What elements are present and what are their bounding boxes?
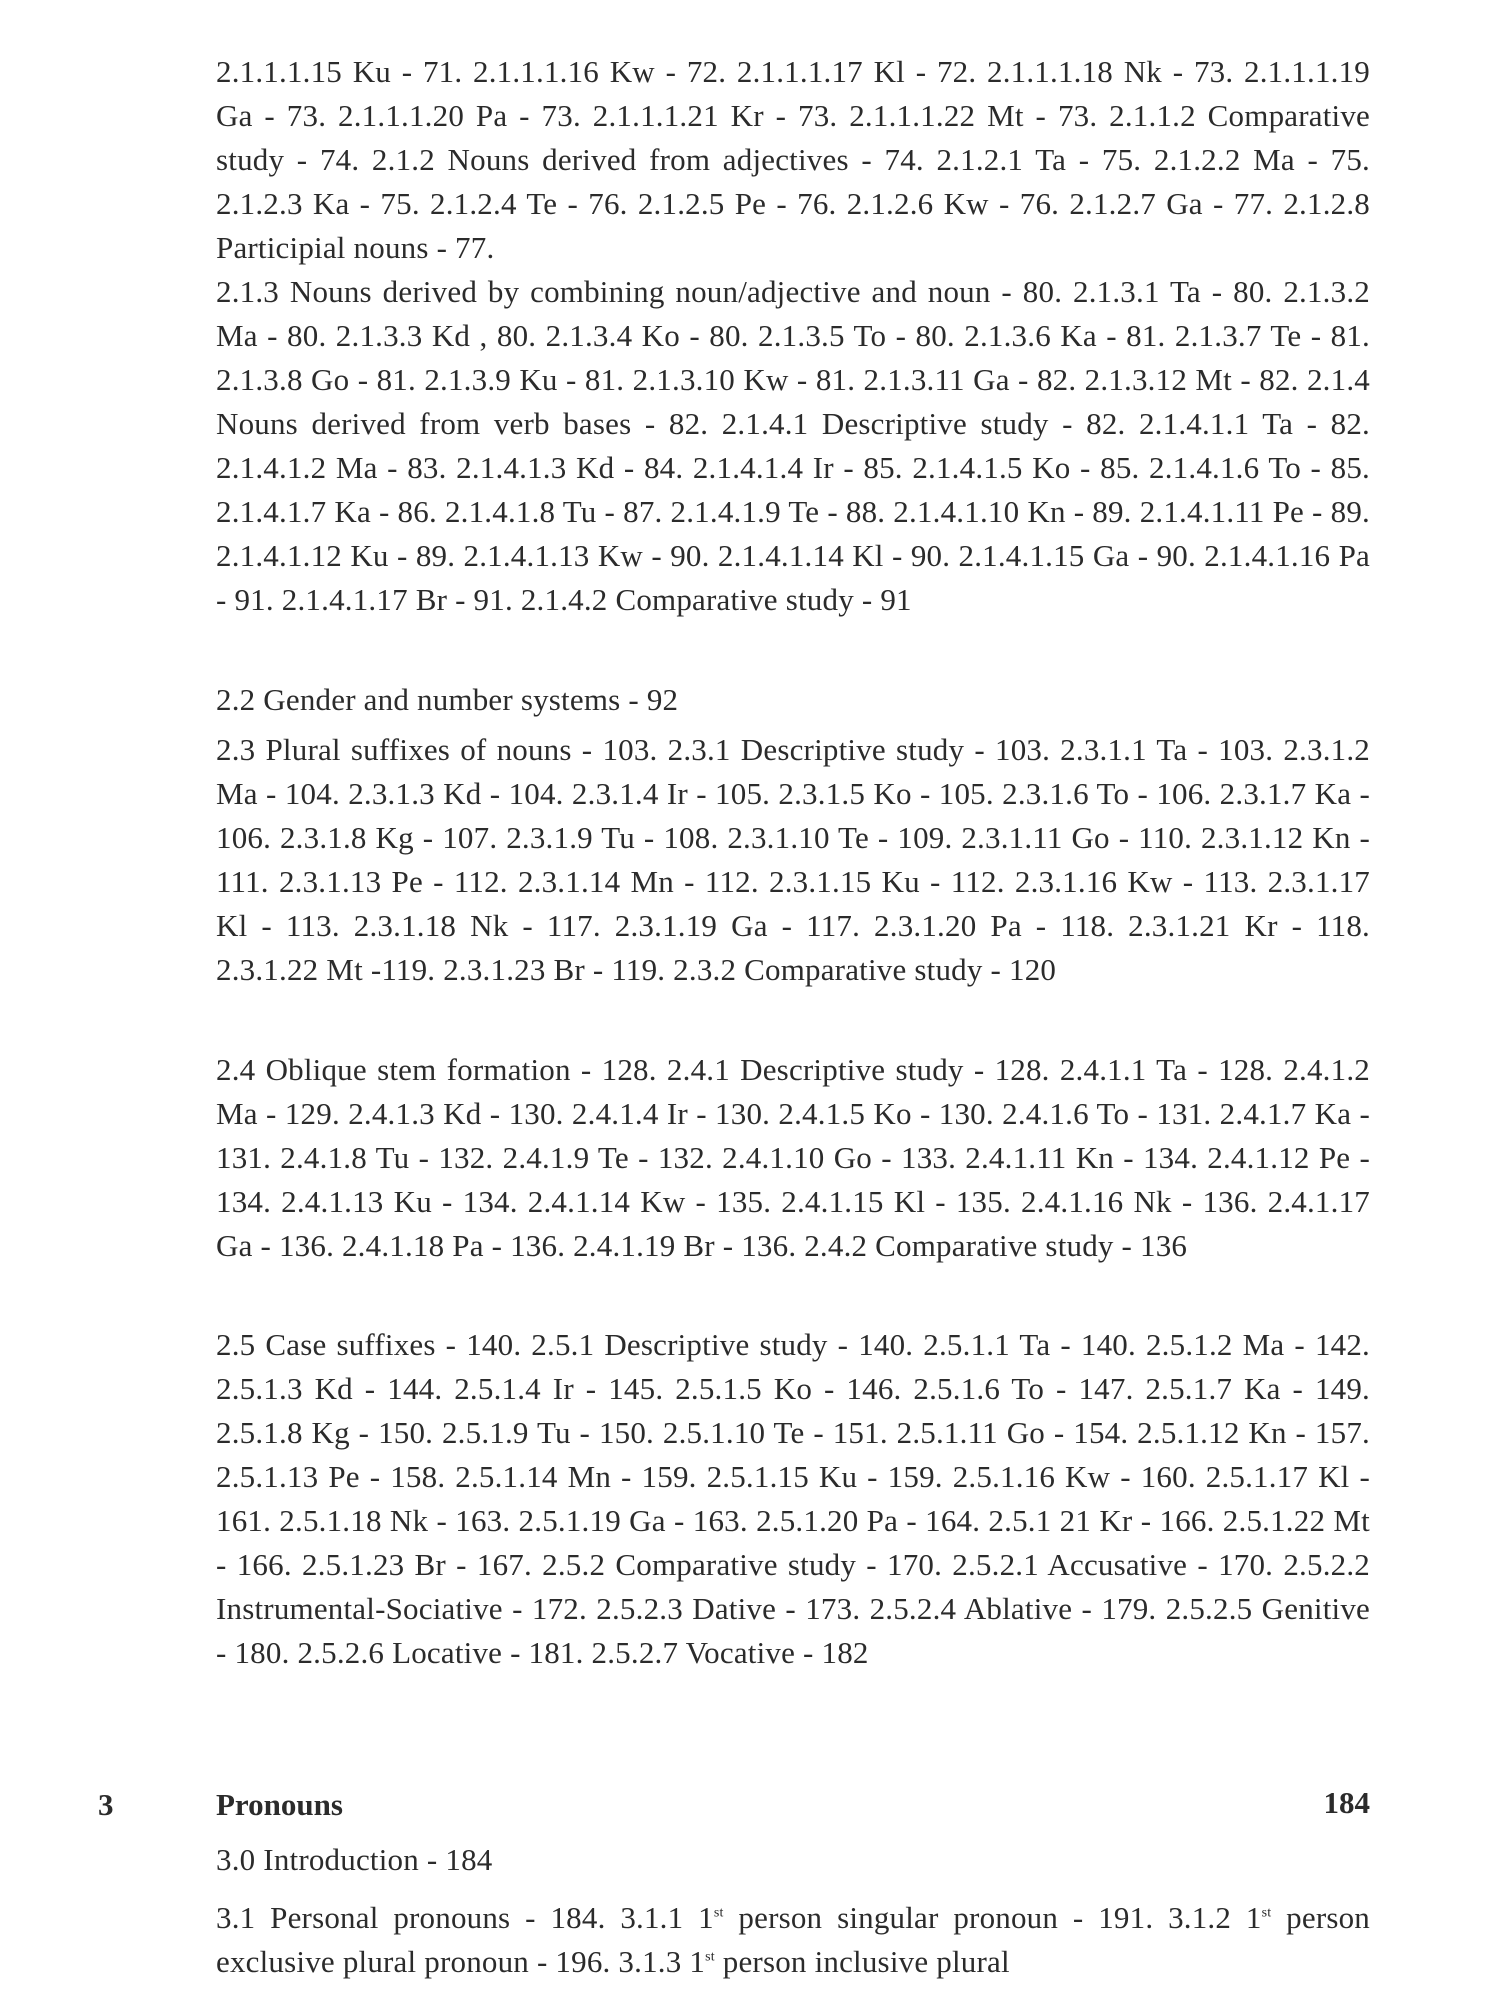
toc-entry-personal-pronouns: 3.1 Personal pronouns - 184. 3.1.1 1st person singular pronoun - 191. 3.1.2 1st person exclusive plural pronoun - 196. 3.1.3 1st person inclusive plural (216, 1900, 1371, 1979)
toc-entry-nouns-derived-adjectives: 2.1.1.1.15 Ku - 71. 2.1.1.1.16 Kw - 72. 2.1.1.1.17 Kl - 72. 2.1.1.1.18 Nk - 73. 2.1.1.1.19 Ga - 73. 2.1.1.1.20 Pa - 73. 2.1.1.1.21 Kr - 73. 2.1.1.1.22 Mt - 73. 2.1.1.2 Comparative study - 74. 2.1.2 Nouns derived from adjectives - 74. 2.1.2.1 Ta - 75. 2.1.2.2 Ma - 75. 2.1.2.3 Ka - 75. 2.1.2.4 Te - 76. 2.1.2.5 Pe - 76. 2.1.2.6 Kw - 76. 2.1.2.7 Ga - 77. 2.1.2.8 Participial nouns - 77. (216, 54, 1370, 265)
toc-entry-plural-suffixes: 2.3 Plural suffixes of nouns - 103. 2.3.1 Descriptive study - 103. 2.3.1.1 Ta - 103. 2.3.1.2 Ma - 104. 2.3.1.3 Kd - 104. 2.3.1.4 Ir - 105. 2.3.1.5 Ko - 105. 2.3.1.6 To - 106. 2.3.1.7 Ka - 106. 2.3.1.8 Kg - 107. 2.3.1.9 Tu - 108. 2.3.1.10 Te - 109. 2.3.1.11 Go - 110. 2.3.1.12 Kn - 111. 2.3.1.13 Pe - 112. 2.3.1.14 Mn - 112. 2.3.1.15 Ku - 112. 2.3.1.16 Kw - 113. 2.3.1.17 Kl - 113. 2.3.1.18 Nk - 117. 2.3.1.19 Ga - 117. 2.3.1.20 Pa - 118. 2.3.1.21 Kr - 118. 2.3.1.22 Mt -119. 2.3.1.23 Br - 119. 2.3.2 Comparative study - 120 (216, 732, 1370, 987)
toc-entry-case-suffixes: 2.5 Case suffixes - 140. 2.5.1 Descriptive study - 140. 2.5.1.1 Ta - 140. 2.5.1.2 Ma - 142. 2.5.1.3 Kd - 144. 2.5.1.4 Ir - 145. 2.5.1.5 Ko - 146. 2.5.1.6 To - 147. 2.5.1.7 Ka - 149. 2.5.1.8 Kg - 150. 2.5.1.9 Tu - 150. 2.5.1.10 Te - 151. 2.5.1.11 Go - 154. 2.5.1.12 Kn - 157. 2.5.1.13 Pe - 158. 2.5.1.14 Mn - 159. 2.5.1.15 Ku - 159. 2.5.1.16 Kw - 160. 2.5.1.17 Kl - 161. 2.5.1.18 Nk - 163. 2.5.1.19 Ga - 163. 2.5.1.20 Pa - 164. 2.5.1 21 Kr - 166. 2.5.1.22 Mt - 166. 2.5.1.23 Br - 167. 2.5.2 Comparative study - 170. 2.5.2.1 Accusative - 170. 2.5.2.2 Instrumental-Sociative - 172. 2.5.2.3 Dative - 173. 2.5.2.4 Ablative - 179. 2.5.2.5 Genitive - 180. 2.5.2.6 Locative - 181. 2.5.2.7 Vocative - 182 (216, 1327, 1370, 1670)
chapter-page-number: 184 (1323, 1785, 1370, 1820)
toc-entry-nouns-derived-combining: 2.1.3 Nouns derived by combining noun/adjective and noun - 80. 2.1.3.1 Ta - 80. 2.1.3.2 Ma - 80. 2.1.3.3 Kd , 80. 2.1.3.4 Ko - 80. 2.1.3.5 To - 80. 2.1.3.6 Ka - 81. 2.1.3.7 Te - 81. 2.1.3.8 Go - 81. 2.1.3.9 Ku - 81. 2.1.3.10 Kw - 81. 2.1.3.11 Ga - 82. 2.1.3.12 Mt - 82. 2.1.4 Nouns derived from verb bases - 82. 2.1.4.1 Descriptive study - 82. 2.1.4.1.1 Ta - 82. 2.1.4.1.2 Ma - 83. 2.1.4.1.3 Kd - 84. 2.1.4.1.4 Ir - 85. 2.1.4.1.5 Ko - 85. 2.1.4.1.6 To - 85. 2.1.4.1.7 Ka - 86. 2.1.4.1.8 Tu - 87. 2.1.4.1.9 Te - 88. 2.1.4.1.10 Kn - 89. 2.1.4.1.11 Pe - 89. 2.1.4.1.12 Ku - 89. 2.1.4.1.13 Kw - 90. 2.1.4.1.14 Kl - 90. 2.1.4.1.15 Ga - 90. 2.1.4.1.16 Pa - 91. 2.1.4.1.17 Br - 91. 2.1.4.2 Comparative study - 91 (216, 274, 1370, 617)
chapter-number: 3 (98, 1787, 114, 1822)
toc-entry-introduction: 3.0 Introduction - 184 (216, 1842, 493, 1877)
chapter-title: Pronouns (216, 1787, 343, 1822)
toc-entry-gender-number: 2.2 Gender and number systems - 92 (216, 682, 679, 717)
toc-entry-oblique-stem: 2.4 Oblique stem formation - 128. 2.4.1 Descriptive study - 128. 2.4.1.1 Ta - 128. 2.4.1.2 Ma - 129. 2.4.1.3 Kd - 130. 2.4.1.4 Ir - 130. 2.4.1.5 Ko - 130. 2.4.1.6 To - 131. 2.4.1.7 Ka - 131. 2.4.1.8 Tu - 132. 2.4.1.9 Te - 132. 2.4.1.10 Go - 133. 2.4.1.11 Kn - 134. 2.4.1.12 Pe - 134. 2.4.1.13 Ku - 134. 2.4.1.14 Kw - 135. 2.4.1.15 Kl - 135. 2.4.1.16 Nk - 136. 2.4.1.17 Ga - 136. 2.4.1.18 Pa - 136. 2.4.1.19 Br - 136. 2.4.2 Comparative study - 136 (216, 1052, 1370, 1263)
